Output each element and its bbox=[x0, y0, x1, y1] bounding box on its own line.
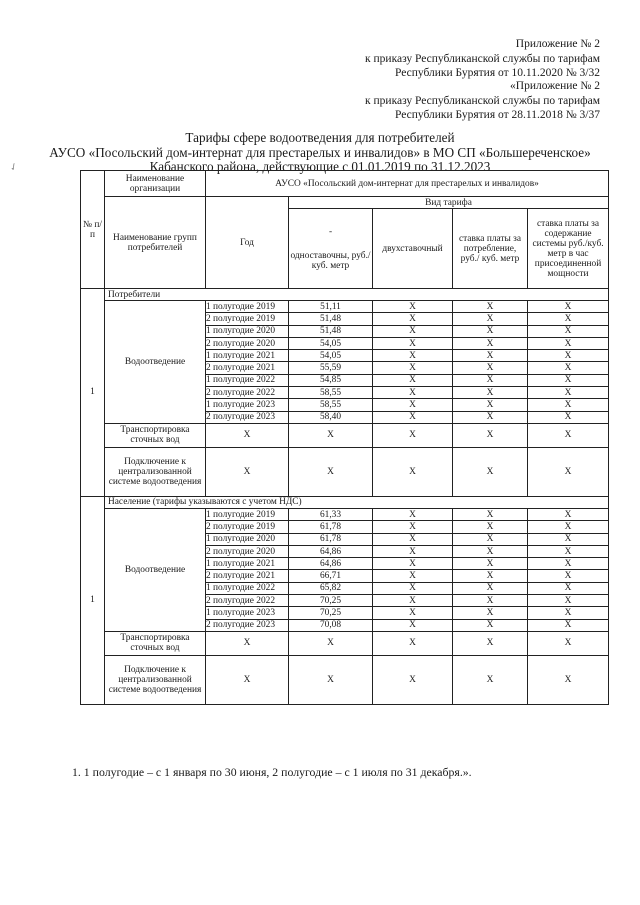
appendix-header-original bbox=[365, 79, 600, 123]
service-drainage-label: Водоотведение bbox=[105, 301, 206, 424]
rate-consumption-cell: Х bbox=[453, 533, 528, 545]
header-row-tariff-type bbox=[81, 197, 609, 209]
double-rate-cell: Х bbox=[373, 399, 453, 411]
rate-capacity-cell: Х bbox=[528, 631, 609, 655]
single-rate-cell: Х bbox=[289, 655, 373, 704]
year-cell: Х bbox=[206, 423, 289, 447]
period-cell: 2 полугодие 2023 bbox=[206, 619, 289, 631]
single-rate-value: 54,85 bbox=[289, 374, 373, 386]
col-rate-capacity: ставка платы за содержание системы руб./куб. метр в час присоединенной мощности bbox=[528, 209, 609, 289]
col-double-rate: двухставочный bbox=[373, 209, 453, 289]
single-rate-value: 55,59 bbox=[289, 362, 373, 374]
rate-consumption-cell: Х bbox=[453, 655, 528, 704]
footnote: 1. 1 полугодие – с 1 января по 30 июня, 2 полугодие – с 1 июля по 31 декабря.». bbox=[72, 765, 472, 779]
rate-capacity-cell: Х bbox=[528, 350, 609, 362]
rate-capacity-cell: Х bbox=[528, 545, 609, 557]
single-rate-value: 70,25 bbox=[289, 595, 373, 607]
single-rate-value: 66,71 bbox=[289, 570, 373, 582]
single-rate-value: 51,48 bbox=[289, 313, 373, 325]
connection-row bbox=[81, 655, 609, 704]
rate-consumption-cell: Х bbox=[453, 337, 528, 349]
period-cell: 2 полугодие 2022 bbox=[206, 595, 289, 607]
document-title bbox=[0, 131, 640, 175]
rate-capacity-cell: Х bbox=[528, 655, 609, 704]
period-cell: 1 полугодие 2021 bbox=[206, 558, 289, 570]
double-rate-cell: Х bbox=[373, 570, 453, 582]
rate-consumption-cell: Х bbox=[453, 570, 528, 582]
num-header: № п/п bbox=[81, 171, 105, 289]
single-rate-value: 58,40 bbox=[289, 411, 373, 423]
rate-consumption-cell: Х bbox=[453, 619, 528, 631]
title-line: АУСО «Посольский дом-интернат для престарелых и инвалидов» в МО СП «Большереченское» bbox=[49, 144, 591, 160]
connection-row bbox=[81, 447, 609, 496]
transport-row bbox=[81, 631, 609, 655]
rate-consumption-cell: Х bbox=[453, 350, 528, 362]
double-rate-cell: Х bbox=[373, 582, 453, 594]
section-number: 1 bbox=[81, 289, 105, 497]
org-name: АУСО «Посольский дом-интернат для престарелых и инвалидов» bbox=[206, 171, 609, 197]
period-cell: 1 полугодие 2020 bbox=[206, 325, 289, 337]
col-single-rate bbox=[289, 209, 373, 289]
period-cell: 2 полугодие 2022 bbox=[206, 387, 289, 399]
rate-capacity-cell: Х bbox=[528, 607, 609, 619]
period-cell: 2 полугодие 2019 bbox=[206, 521, 289, 533]
single-rate-value: 54,05 bbox=[289, 337, 373, 349]
single-rate-value: 61,33 bbox=[289, 508, 373, 520]
double-rate-cell: Х bbox=[373, 655, 453, 704]
section-number: 1 bbox=[81, 496, 105, 704]
header-row-org bbox=[81, 171, 609, 197]
double-rate-cell: Х bbox=[373, 387, 453, 399]
double-rate-cell: Х bbox=[373, 423, 453, 447]
double-rate-cell: Х bbox=[373, 374, 453, 386]
tariff-row bbox=[81, 508, 609, 520]
single-rate-value: 58,55 bbox=[289, 399, 373, 411]
rate-capacity-cell: Х bbox=[528, 374, 609, 386]
rate-capacity-cell: Х bbox=[528, 570, 609, 582]
single-rate-cell: Х bbox=[289, 423, 373, 447]
double-rate-cell: Х bbox=[373, 595, 453, 607]
period-cell: 1 полугодие 2022 bbox=[206, 374, 289, 386]
rate-consumption-cell: Х bbox=[453, 545, 528, 557]
double-rate-cell: Х bbox=[373, 533, 453, 545]
period-cell: 2 полугодие 2021 bbox=[206, 362, 289, 374]
rate-consumption-cell: Х bbox=[453, 521, 528, 533]
rate-consumption-cell: Х bbox=[453, 387, 528, 399]
rate-capacity-cell: Х bbox=[528, 582, 609, 594]
service-connection-label: Подключение к централизованной системе водоотведения bbox=[105, 655, 206, 704]
appendix-header-line: «Приложение № 2 bbox=[510, 80, 600, 92]
rate-capacity-cell: Х bbox=[528, 325, 609, 337]
single-rate-value: 58,55 bbox=[289, 387, 373, 399]
single-rate-value: 70,25 bbox=[289, 607, 373, 619]
rate-consumption-cell: Х bbox=[453, 508, 528, 520]
double-rate-cell: Х bbox=[373, 545, 453, 557]
rate-consumption-cell: Х bbox=[453, 595, 528, 607]
rate-consumption-cell: Х bbox=[453, 607, 528, 619]
rate-capacity-cell: Х bbox=[528, 558, 609, 570]
rate-consumption-cell: Х bbox=[453, 313, 528, 325]
double-rate-cell: Х bbox=[373, 325, 453, 337]
appendix-header-line: Республики Бурятия от 10.11.2020 № 3/32 bbox=[394, 67, 600, 79]
year-cell: Х bbox=[206, 447, 289, 496]
org-label: Наименование организации bbox=[105, 171, 206, 197]
rate-consumption-cell: Х bbox=[453, 301, 528, 313]
single-rate-cell: Х bbox=[289, 631, 373, 655]
rate-capacity-cell: Х bbox=[528, 595, 609, 607]
double-rate-cell: Х bbox=[373, 558, 453, 570]
double-rate-cell: Х bbox=[373, 631, 453, 655]
double-rate-cell: Х bbox=[373, 508, 453, 520]
period-cell: 1 полугодие 2019 bbox=[206, 301, 289, 313]
col-single-label: одноставочны, руб./ куб. метр bbox=[290, 250, 371, 271]
section-title: Население (тарифы указываются с учетом НДС) bbox=[105, 496, 609, 508]
rate-consumption-cell: Х bbox=[453, 325, 528, 337]
service-connection-label: Подключение к централизованной системе водоотведения bbox=[105, 447, 206, 496]
double-rate-cell: Х bbox=[373, 521, 453, 533]
double-rate-cell: Х bbox=[373, 313, 453, 325]
section-title-row bbox=[81, 289, 609, 301]
period-cell: 2 полугодие 2020 bbox=[206, 545, 289, 557]
period-cell: 1 полугодие 2023 bbox=[206, 399, 289, 411]
transport-row bbox=[81, 423, 609, 447]
single-rate-cell: Х bbox=[289, 447, 373, 496]
single-rate-value: 70,08 bbox=[289, 619, 373, 631]
rate-consumption-cell: Х bbox=[453, 374, 528, 386]
double-rate-cell: Х bbox=[373, 411, 453, 423]
single-rate-value: 61,78 bbox=[289, 521, 373, 533]
rate-capacity-cell: Х bbox=[528, 399, 609, 411]
single-rate-value: 61,78 bbox=[289, 533, 373, 545]
single-rate-value: 64,86 bbox=[289, 558, 373, 570]
period-cell: 2 полугодие 2020 bbox=[206, 337, 289, 349]
single-rate-value: 64,86 bbox=[289, 545, 373, 557]
period-cell: 1 полугодие 2022 bbox=[206, 582, 289, 594]
service-transport-label: Транспортировка сточных вод bbox=[105, 423, 206, 447]
service-drainage-label: Водоотведение bbox=[105, 508, 206, 631]
period-cell: 2 полугодие 2019 bbox=[206, 313, 289, 325]
rate-capacity-cell: Х bbox=[528, 387, 609, 399]
tariff-table-body bbox=[81, 171, 609, 705]
col-single-mark: - bbox=[328, 226, 333, 237]
tariff-type-label: Вид тарифа bbox=[289, 197, 609, 209]
group-label: Наименование групп потребителей bbox=[105, 197, 206, 289]
rate-capacity-cell: Х bbox=[528, 533, 609, 545]
single-rate-value: 51,11 bbox=[289, 301, 373, 313]
single-rate-value: 51,48 bbox=[289, 325, 373, 337]
rate-capacity-cell: Х bbox=[528, 423, 609, 447]
rate-capacity-cell: Х bbox=[528, 362, 609, 374]
single-rate-value: 65,82 bbox=[289, 582, 373, 594]
double-rate-cell: Х bbox=[373, 447, 453, 496]
period-cell: 1 полугодие 2023 bbox=[206, 607, 289, 619]
double-rate-cell: Х bbox=[373, 362, 453, 374]
title-line: Кабанского района, действующие с 01.01.2019 по 31.12.2023 bbox=[149, 159, 491, 174]
year-label: Год bbox=[206, 197, 289, 289]
year-cell: Х bbox=[206, 631, 289, 655]
period-cell: 2 полугодие 2021 bbox=[206, 570, 289, 582]
title-line: Тарифы сфере водоотведения для потребителей bbox=[185, 130, 455, 145]
col-rate-consumption: ставка платы за потребление, руб./ куб. метр bbox=[453, 209, 528, 289]
rate-consumption-cell: Х bbox=[453, 423, 528, 447]
double-rate-cell: Х bbox=[373, 301, 453, 313]
double-rate-cell: Х bbox=[373, 607, 453, 619]
single-rate-value: 54,05 bbox=[289, 350, 373, 362]
rate-capacity-cell: Х bbox=[528, 411, 609, 423]
rate-consumption-cell: Х bbox=[453, 399, 528, 411]
rate-consumption-cell: Х bbox=[453, 447, 528, 496]
rate-capacity-cell: Х bbox=[528, 337, 609, 349]
rate-capacity-cell: Х bbox=[528, 521, 609, 533]
appendix-header-line: к приказу Республиканской службы по тарифам bbox=[365, 94, 600, 107]
appendix-header-line: Республики Бурятия от 28.11.2018 № 3/37 bbox=[394, 109, 600, 121]
rate-capacity-cell: Х bbox=[528, 508, 609, 520]
appendix-header-current bbox=[365, 37, 600, 81]
double-rate-cell: Х bbox=[373, 619, 453, 631]
period-cell: 2 полугодие 2023 bbox=[206, 411, 289, 423]
rate-capacity-cell: Х bbox=[528, 313, 609, 325]
appendix-header-line: к приказу Республиканской службы по тарифам bbox=[365, 52, 600, 65]
section-title-row bbox=[81, 496, 609, 508]
rate-consumption-cell: Х bbox=[453, 631, 528, 655]
double-rate-cell: Х bbox=[373, 350, 453, 362]
tariff-table bbox=[80, 170, 609, 705]
section-title: Потребители bbox=[105, 289, 609, 301]
appendix-header-line: Приложение № 2 bbox=[515, 38, 600, 50]
rate-capacity-cell: Х bbox=[528, 447, 609, 496]
tariff-row bbox=[81, 301, 609, 313]
rate-consumption-cell: Х bbox=[453, 362, 528, 374]
rate-consumption-cell: Х bbox=[453, 411, 528, 423]
rate-capacity-cell: Х bbox=[528, 619, 609, 631]
period-cell: 1 полугодие 2019 bbox=[206, 508, 289, 520]
scan-mark: ✓ bbox=[7, 160, 21, 175]
double-rate-cell: Х bbox=[373, 337, 453, 349]
period-cell: 1 полугодие 2021 bbox=[206, 350, 289, 362]
year-cell: Х bbox=[206, 655, 289, 704]
rate-capacity-cell: Х bbox=[528, 301, 609, 313]
rate-consumption-cell: Х bbox=[453, 558, 528, 570]
service-transport-label: Транспортировка сточных вод bbox=[105, 631, 206, 655]
rate-consumption-cell: Х bbox=[453, 582, 528, 594]
period-cell: 1 полугодие 2020 bbox=[206, 533, 289, 545]
